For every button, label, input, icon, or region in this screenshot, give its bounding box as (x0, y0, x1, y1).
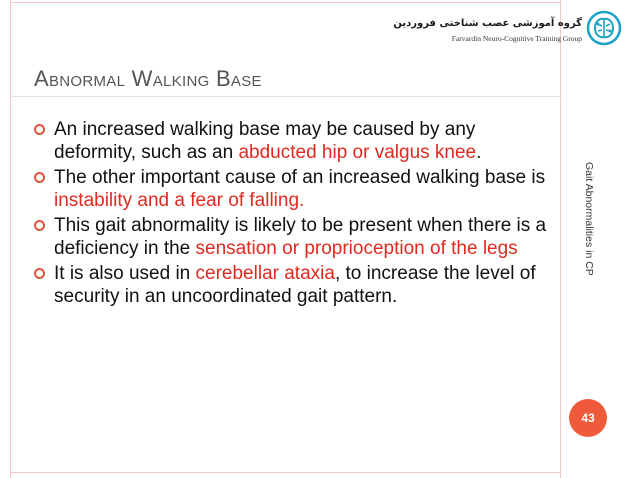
bullet-highlight: sensation or proprioception of the legs (195, 238, 518, 259)
ring-bullet-icon (34, 124, 45, 135)
frame-line-left (10, 0, 11, 478)
bullet-item (34, 262, 554, 308)
bullet-highlight: cerebellar ataxia (195, 263, 335, 284)
frame-line-bottom (10, 472, 561, 473)
page-number-badge: 43 (569, 399, 607, 437)
ring-bullet-icon (34, 172, 45, 183)
bullet-text-end: , to increase the level of security in an uncoordinated gait pattern. (54, 263, 536, 307)
bullet-text-end: . (476, 142, 482, 163)
bullet-text: An increased walking base may be caused by any deformity, such as an (54, 119, 476, 163)
title-divider (10, 96, 561, 97)
brain-icon (586, 10, 622, 46)
bullet-text: It is also used in (54, 263, 196, 284)
ring-bullet-icon (34, 220, 45, 231)
bullet-highlight: instability and a fear of falling. (54, 190, 305, 211)
frame-line-top (10, 2, 561, 3)
bullet-list (34, 118, 554, 310)
logo-text-persian: گروه آموزشی عصب شناختی فروردین (393, 18, 582, 29)
bullet-item (34, 166, 554, 212)
logo-text-english: Farvardin Neuro-Cognitive Training Group (451, 34, 582, 43)
bullet-highlight: abducted hip or valgus knee (238, 142, 477, 163)
bullet-text: The other important cause of an increased walking base is (54, 167, 546, 188)
ring-bullet-icon (34, 268, 45, 279)
frame-line-right (560, 0, 561, 478)
organization-logo (393, 8, 630, 48)
bullet-text: This gait abnormality is likely to be present when there is a deficiency in the (54, 215, 547, 259)
side-label: Gait Abnormalities in CP (583, 162, 595, 276)
slide-title: Abnormal Walking Base (34, 66, 262, 91)
bullet-item (34, 118, 554, 164)
bullet-item (34, 214, 554, 260)
